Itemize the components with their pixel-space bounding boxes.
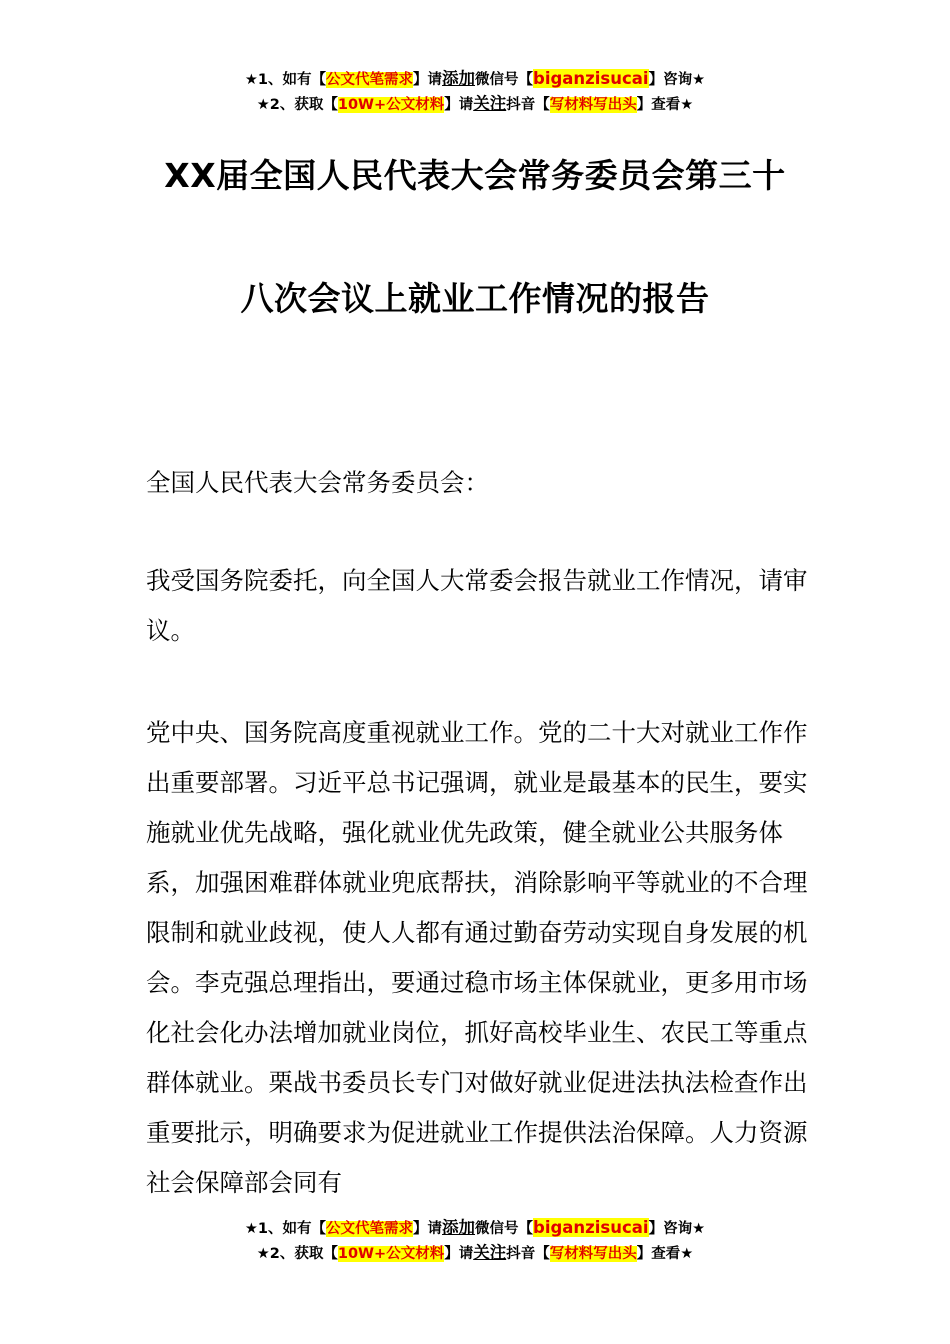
footer-banner [0, 1216, 950, 1266]
banner-highlight: biganzisucai [533, 69, 649, 88]
banner-underlined: 关注 [473, 94, 507, 113]
banner-line-2 [0, 92, 950, 117]
banner-text: ★1、如有【 [244, 1221, 327, 1237]
banner-highlight: 写材料写出头 [549, 1246, 637, 1262]
banner-underlined: 添加 [442, 1218, 476, 1237]
banner-text: 微信号【 [475, 1221, 534, 1237]
banner-highlight: 公文代笔需求 [326, 1221, 414, 1237]
banner-text: ★2、获取【 [256, 97, 338, 113]
banner-text: 抖音【 [506, 1246, 550, 1262]
header-banner [0, 67, 950, 117]
banner-line-1 [0, 1216, 950, 1241]
banner-highlight: 公文代笔需求 [326, 72, 414, 88]
banner-line-2 [0, 1241, 950, 1266]
document-title-line-1: XX届全国人民代表大会常务委员会第三十 [164, 156, 786, 195]
banner-underlined: 添加 [442, 69, 476, 88]
banner-text: 】咨询★ [648, 1221, 706, 1237]
banner-highlight: 10W+公文材料 [337, 1246, 445, 1262]
banner-text: 】请 [444, 97, 474, 113]
banner-underlined: 关注 [473, 1243, 507, 1262]
banner-text: 】查看★ [636, 97, 694, 113]
banner-highlight: 写材料写出头 [549, 97, 637, 113]
salutation: 全国人民代表大会常务委员会： [146, 468, 489, 497]
paragraph-1: 我受国务院委托，向全国人大常委会报告就业工作情况，请审议。 [146, 566, 808, 645]
banner-text: 】请 [413, 1221, 443, 1237]
banner-line-1 [0, 67, 950, 92]
paragraph-2: 党中央、国务院高度重视就业工作。党的二十大对就业工作作出重要部署。习近平总书记强调，就业是最基本的民生，要实施就业优先战略，强化就业优先政策，健全就业公共服务体系，加强困难群体就业兜底帮扶，消除影响平等就业的不合理限制和就业歧视，使人人都有通过勤奋劳动实现自身发展的机会。李克强总理指出，要通过稳市场主体保就业，更多用市场化社会化办法增加就业岗位，抓好高校毕业生、农民工等重点群体就业。栗战书委员长专门对做好就业促进法执法检查作出重要批示，明确要求为促进就业工作提供法治保障。人力资源社会保障部会同有 [146, 718, 808, 1197]
banner-text: ★2、获取【 [256, 1246, 338, 1262]
banner-text: 】咨询★ [648, 72, 706, 88]
banner-highlight: 10W+公文材料 [337, 97, 445, 113]
banner-text: ★1、如有【 [244, 72, 327, 88]
banner-text: 】请 [413, 72, 443, 88]
banner-text: 抖音【 [506, 97, 550, 113]
banner-text: 】请 [444, 1246, 474, 1262]
banner-text: 微信号【 [475, 72, 534, 88]
document-title-line-2: 八次会议上就业工作情况的报告 [240, 279, 710, 318]
banner-highlight: biganzisucai [533, 1218, 649, 1237]
banner-text: 】查看★ [636, 1246, 694, 1262]
